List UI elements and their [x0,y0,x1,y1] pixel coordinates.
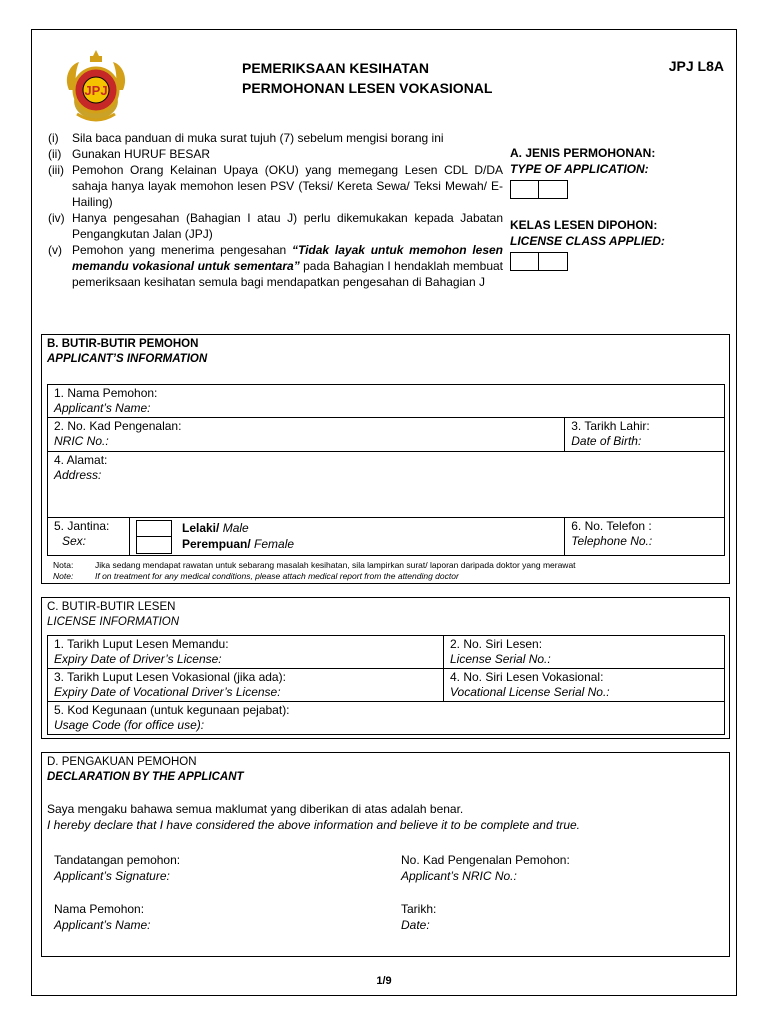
application-type-boxes[interactable] [510,180,710,199]
declaration-name-field[interactable]: Nama Pemohon: Applicant’s Name: [54,902,151,932]
license-expiry-field[interactable]: 1. Tarikh Luput Lesen Memandu: Expiry Date of Driver’s License: [48,636,444,669]
declaration-statement: Saya mengaku bahawa semua maklumat yang diberikan di atas adalah benar. I hereby declare that I have considered the above information and believe it to be complete and true. [47,802,581,832]
license-info-table [47,635,725,735]
instruction-item: (iv) Hanya pengesahan (Bahagian I atau J) perlu dikemukakan kepada Jabatan Pengangkutan Jalan (JPJ) [48,211,503,241]
usage-code-field[interactable]: 5. Kod Kegunaan (untuk kegunaan pejabat): Usage Code (for office use): [48,702,725,735]
page-number: 1/9 [376,975,392,987]
gender-options [130,518,565,556]
male-label-en: Male [222,521,249,535]
female-label-en: Female [254,537,295,551]
section-b [41,334,730,584]
note-block: Nota: Jika sedang mendapat rawatan untuk sebarang masalah kesihatan, sila lampirkan surat/ laporan daripada doktor yang merawat Note: If on treatment for any medical conditions, please attach medical report from the attending doctor [53,560,576,581]
application-type-box[interactable] [539,180,568,199]
application-type-box[interactable] [510,180,539,199]
section-c-title: C. BUTIR-BUTIR LESEN [47,601,176,613]
applicant-name-field[interactable]: 1. Nama Pemohon: Applicant’s Name: [48,385,725,418]
male-checkbox[interactable] [136,520,172,537]
dob-field[interactable]: 3. Tarikh Lahir: Date of Birth: [565,418,725,452]
female-label: Perempuan/ [182,537,251,551]
section-a [510,145,710,289]
jpj-logo-icon [57,46,135,126]
instructions-list [48,130,503,290]
female-checkbox[interactable] [136,537,172,554]
declaration-date-field[interactable]: Tarikh: Date: [401,902,437,932]
form-title-line2: PERMOHONAN LESEN VOKASIONAL [242,80,493,96]
section-c-subtitle: LICENSE INFORMATION [47,616,180,628]
application-type-label: A. JENIS PERMOHONAN: [510,146,656,160]
license-serial-field[interactable]: 2. No. Siri Lesen: License Serial No.: [444,636,725,669]
license-class-label-en: LICENSE CLASS APPLIED: [510,234,665,248]
svg-text:JPJ: JPJ [84,83,108,98]
declaration-nric-field[interactable]: No. Kad Pengenalan Pemohon: Applicant’s NRIC No.: [401,853,570,883]
applicant-info-table [47,384,725,556]
license-class-box[interactable] [510,252,539,271]
section-d-title: D. PENGAKUAN PEMOHON [47,756,197,768]
vocational-serial-field[interactable]: 4. No. Siri Lesen Vokasional: Vocational License Serial No.: [444,669,725,702]
vocational-expiry-field[interactable]: 3. Tarikh Luput Lesen Vokasional (jika ada): Expiry Date of Vocational Driver’s License: [48,669,444,702]
section-b-title: B. BUTIR-BUTIR PEMOHON [47,338,199,350]
gender-label-cell: 5. Jantina: Sex: [48,518,130,556]
address-field[interactable]: 4. Alamat: Address: [48,452,725,518]
phone-field[interactable]: 6. No. Telefon : Telephone No.: [565,518,725,556]
form-title [242,58,532,98]
section-d [41,752,730,957]
section-c [41,597,730,739]
license-class-label: KELAS LESEN DIPOHON: [510,218,658,232]
form-title-line1: PEMERIKSAAN KESIHATAN [242,60,429,76]
signature-field[interactable]: Tandatangan pemohon: Applicant’s Signature: [54,853,181,883]
instruction-item: (i) Sila baca panduan di muka surat tujuh (7) sebelum mengisi borang ini [48,131,444,145]
section-b-subtitle: APPLICANT’S INFORMATION [47,353,208,365]
license-class-box[interactable] [539,252,568,271]
license-class-boxes[interactable] [510,252,710,271]
nric-field[interactable]: 2. No. Kad Pengenalan: NRIC No.: [48,418,565,452]
male-label: Lelaki/ [182,521,220,535]
form-code: JPJ L8A [668,58,724,74]
section-d-subtitle: DECLARATION BY THE APPLICANT [47,771,244,783]
instruction-item: (iii) Pemohon Orang Kelainan Upaya (OKU) yang memegang Lesen CDL D/DA sahaja hanya layak memohon lesen PSV (Teksi/ Kereta Sewa/ Teksi Mewah/ E-Hailing) [48,163,503,209]
instruction-item: (v) Pemohon yang menerima pengesahan “Tidak layak untuk memohon lesen memandu vokasional untuk sementara” pada Bahagian I hendaklah membuat pemeriksaan kesihatan semula bagi mendapatkan pengesahan di Bahagian J [48,243,503,289]
instruction-item: (ii) Gunakan HURUF BESAR [48,147,211,161]
form-page [31,29,737,996]
application-type-label-en: TYPE OF APPLICATION: [510,162,649,176]
